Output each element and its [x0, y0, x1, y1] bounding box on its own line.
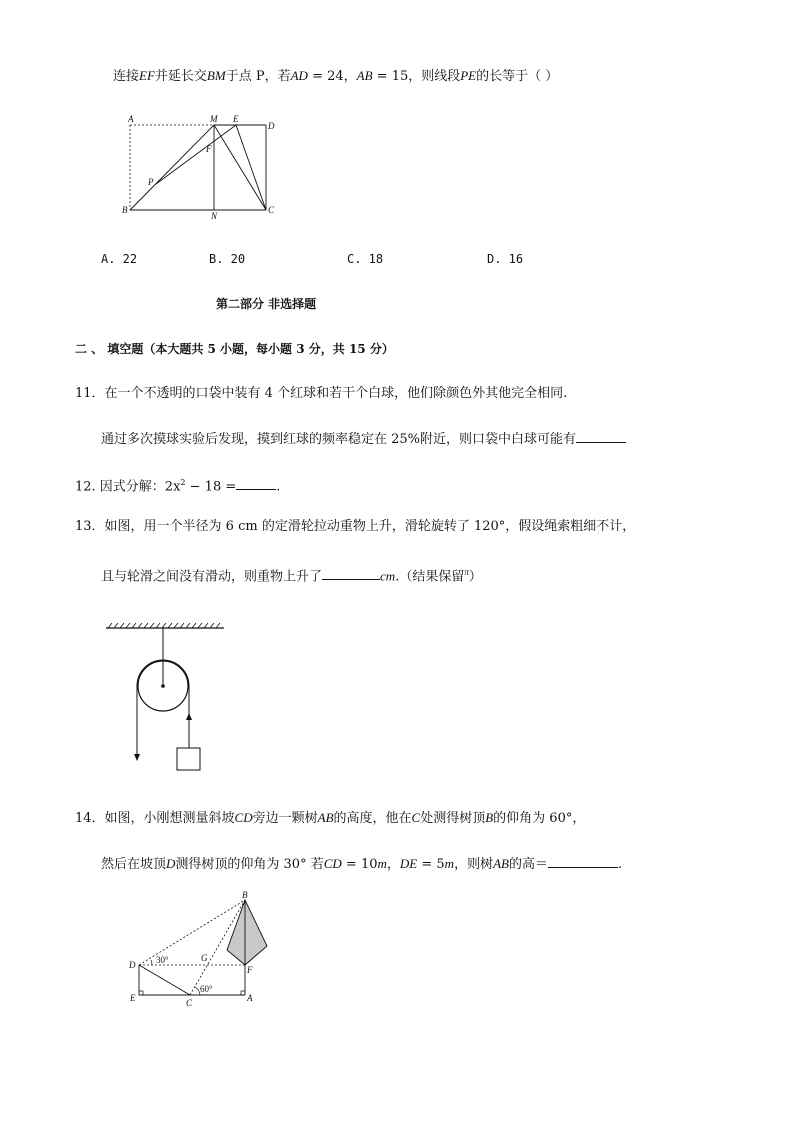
q14-text: 的高＝	[508, 857, 548, 872]
label-e: E	[130, 993, 136, 1003]
q14-text: 的仰角为 60°，	[493, 811, 586, 826]
q14-text: 处测得树顶	[420, 811, 486, 826]
section2-title: 二 、 填空题（本大题共 5 小题，每小题 3 分，共 15 分）	[75, 342, 394, 356]
label-n: N	[211, 211, 218, 221]
q14-text: = 10	[341, 857, 378, 872]
q11-text: 通过多次摸球实验后发现，摸到红球的频率稳定在 25%附近，则口袋中白球可能有	[101, 432, 577, 447]
label-f: F	[247, 965, 253, 975]
q10-ad: AD	[290, 68, 308, 83]
slope-dc	[139, 965, 190, 995]
q12-answer-blank[interactable]	[236, 475, 276, 490]
q12-exponent: 2	[180, 478, 186, 487]
q13-text: 且与轮滑之间没有滑动，则重物上升了	[101, 569, 323, 585]
q12-text: 12. 因式分解：2x	[75, 479, 181, 495]
label-angle-60: 60°	[200, 984, 213, 994]
label-b: B	[242, 890, 248, 900]
pulley-center	[161, 684, 165, 688]
q10-ef: EF	[139, 68, 155, 83]
q10-stem	[113, 67, 558, 86]
q14-line1	[75, 809, 585, 828]
q14-text: ，	[386, 857, 400, 872]
q13-unit: cm	[380, 568, 396, 584]
q10-text: = 15，则线段	[372, 69, 461, 84]
q14-text: 14．如图，小刚想测量斜坡	[75, 811, 235, 826]
q14-line2	[101, 853, 622, 874]
label-m: M	[210, 114, 218, 124]
q10-text: 并延长交	[154, 69, 207, 84]
part2-title: 第二部分 非选择题	[216, 297, 317, 311]
ceiling-hatch	[108, 623, 220, 628]
q11-line1: 11．在一个不透明的口袋中装有 4 个红球和若干个白球，他们除颜色外其他完全相同.	[75, 386, 568, 401]
q14-d: D	[166, 856, 176, 871]
q13-text: ）	[468, 569, 482, 585]
label-f: F	[206, 144, 212, 154]
q13-answer-blank[interactable]	[322, 565, 380, 580]
label-angle-30: 30°	[156, 955, 169, 965]
right-angle-e	[139, 991, 143, 995]
q14-text: 然后在坡顶	[101, 857, 167, 872]
q11-line2	[101, 428, 626, 449]
label-g: G	[201, 953, 208, 963]
arrow-down-icon	[134, 754, 140, 761]
label-e: E	[233, 114, 239, 124]
q13-line1: 13．如图，用一个半径为 6 cm 的定滑轮拉动重物上升，滑轮旋转了 120°，假设绳索粗细不计，	[75, 519, 636, 534]
q14-figure	[120, 888, 280, 1013]
label-d: D	[268, 121, 275, 131]
q11-answer-blank[interactable]	[576, 428, 626, 443]
q14-text: .	[617, 857, 623, 872]
label-a: A	[247, 993, 253, 1003]
segment-mc	[214, 125, 266, 210]
q14-c: C	[411, 810, 421, 825]
option-a[interactable]: A. 22	[101, 252, 138, 266]
q14-ab: AB	[317, 810, 334, 825]
weight-block	[177, 748, 200, 770]
q12-text: − 18 =	[185, 479, 237, 495]
q14-unit: m	[444, 856, 455, 871]
q14-answer-blank[interactable]	[548, 853, 618, 868]
label-p: P	[148, 177, 154, 187]
q10-figure	[120, 110, 280, 225]
q10-bm: BM	[206, 68, 226, 83]
q14-b: B	[485, 810, 494, 825]
tree-shape	[227, 900, 267, 965]
label-c: C	[268, 205, 275, 215]
q10-text: 连接	[113, 69, 140, 84]
q14-de: DE	[399, 856, 418, 871]
q14-ab: AB	[493, 856, 509, 871]
label-b: B	[122, 205, 128, 215]
q13-line2	[101, 563, 482, 586]
q14-cd: CD	[323, 856, 342, 871]
label-a: A	[128, 114, 134, 124]
q14-text: 测得树顶的仰角为 30° 若	[175, 857, 324, 872]
option-d[interactable]: D. 16	[487, 252, 524, 266]
q14-unit: m	[377, 856, 387, 871]
segment-pe	[156, 125, 236, 184]
q13-pi: π	[464, 567, 469, 577]
q13-text: .（结果保留	[395, 569, 465, 585]
arrow-up-icon	[186, 713, 192, 720]
q14-text: 旁边一颗树	[252, 811, 318, 826]
q10-text: = 24，	[307, 69, 357, 84]
segment-db-dashed	[139, 900, 245, 965]
option-c[interactable]: C. 18	[347, 252, 384, 266]
angle-arc-30	[151, 960, 152, 965]
segment-bm	[130, 125, 214, 210]
label-d: D	[129, 960, 136, 970]
q10-pe: PE	[460, 68, 477, 83]
q12-line	[75, 474, 280, 496]
option-b[interactable]: B. 20	[209, 252, 246, 266]
q13-pulley-figure	[100, 618, 230, 778]
q14-text: = 5	[417, 857, 445, 872]
q10-text: 的长等于（ ）	[476, 69, 559, 84]
q14-text: ，则树	[454, 857, 494, 872]
q10-text: 于点 P，若	[225, 69, 291, 84]
label-c: C	[186, 998, 193, 1008]
q14-cd: CD	[234, 810, 253, 825]
q14-text: 的高度，他在	[333, 811, 412, 826]
q12-text: .	[276, 479, 281, 495]
right-angle-a	[241, 991, 245, 995]
q10-ab: AB	[356, 68, 373, 83]
